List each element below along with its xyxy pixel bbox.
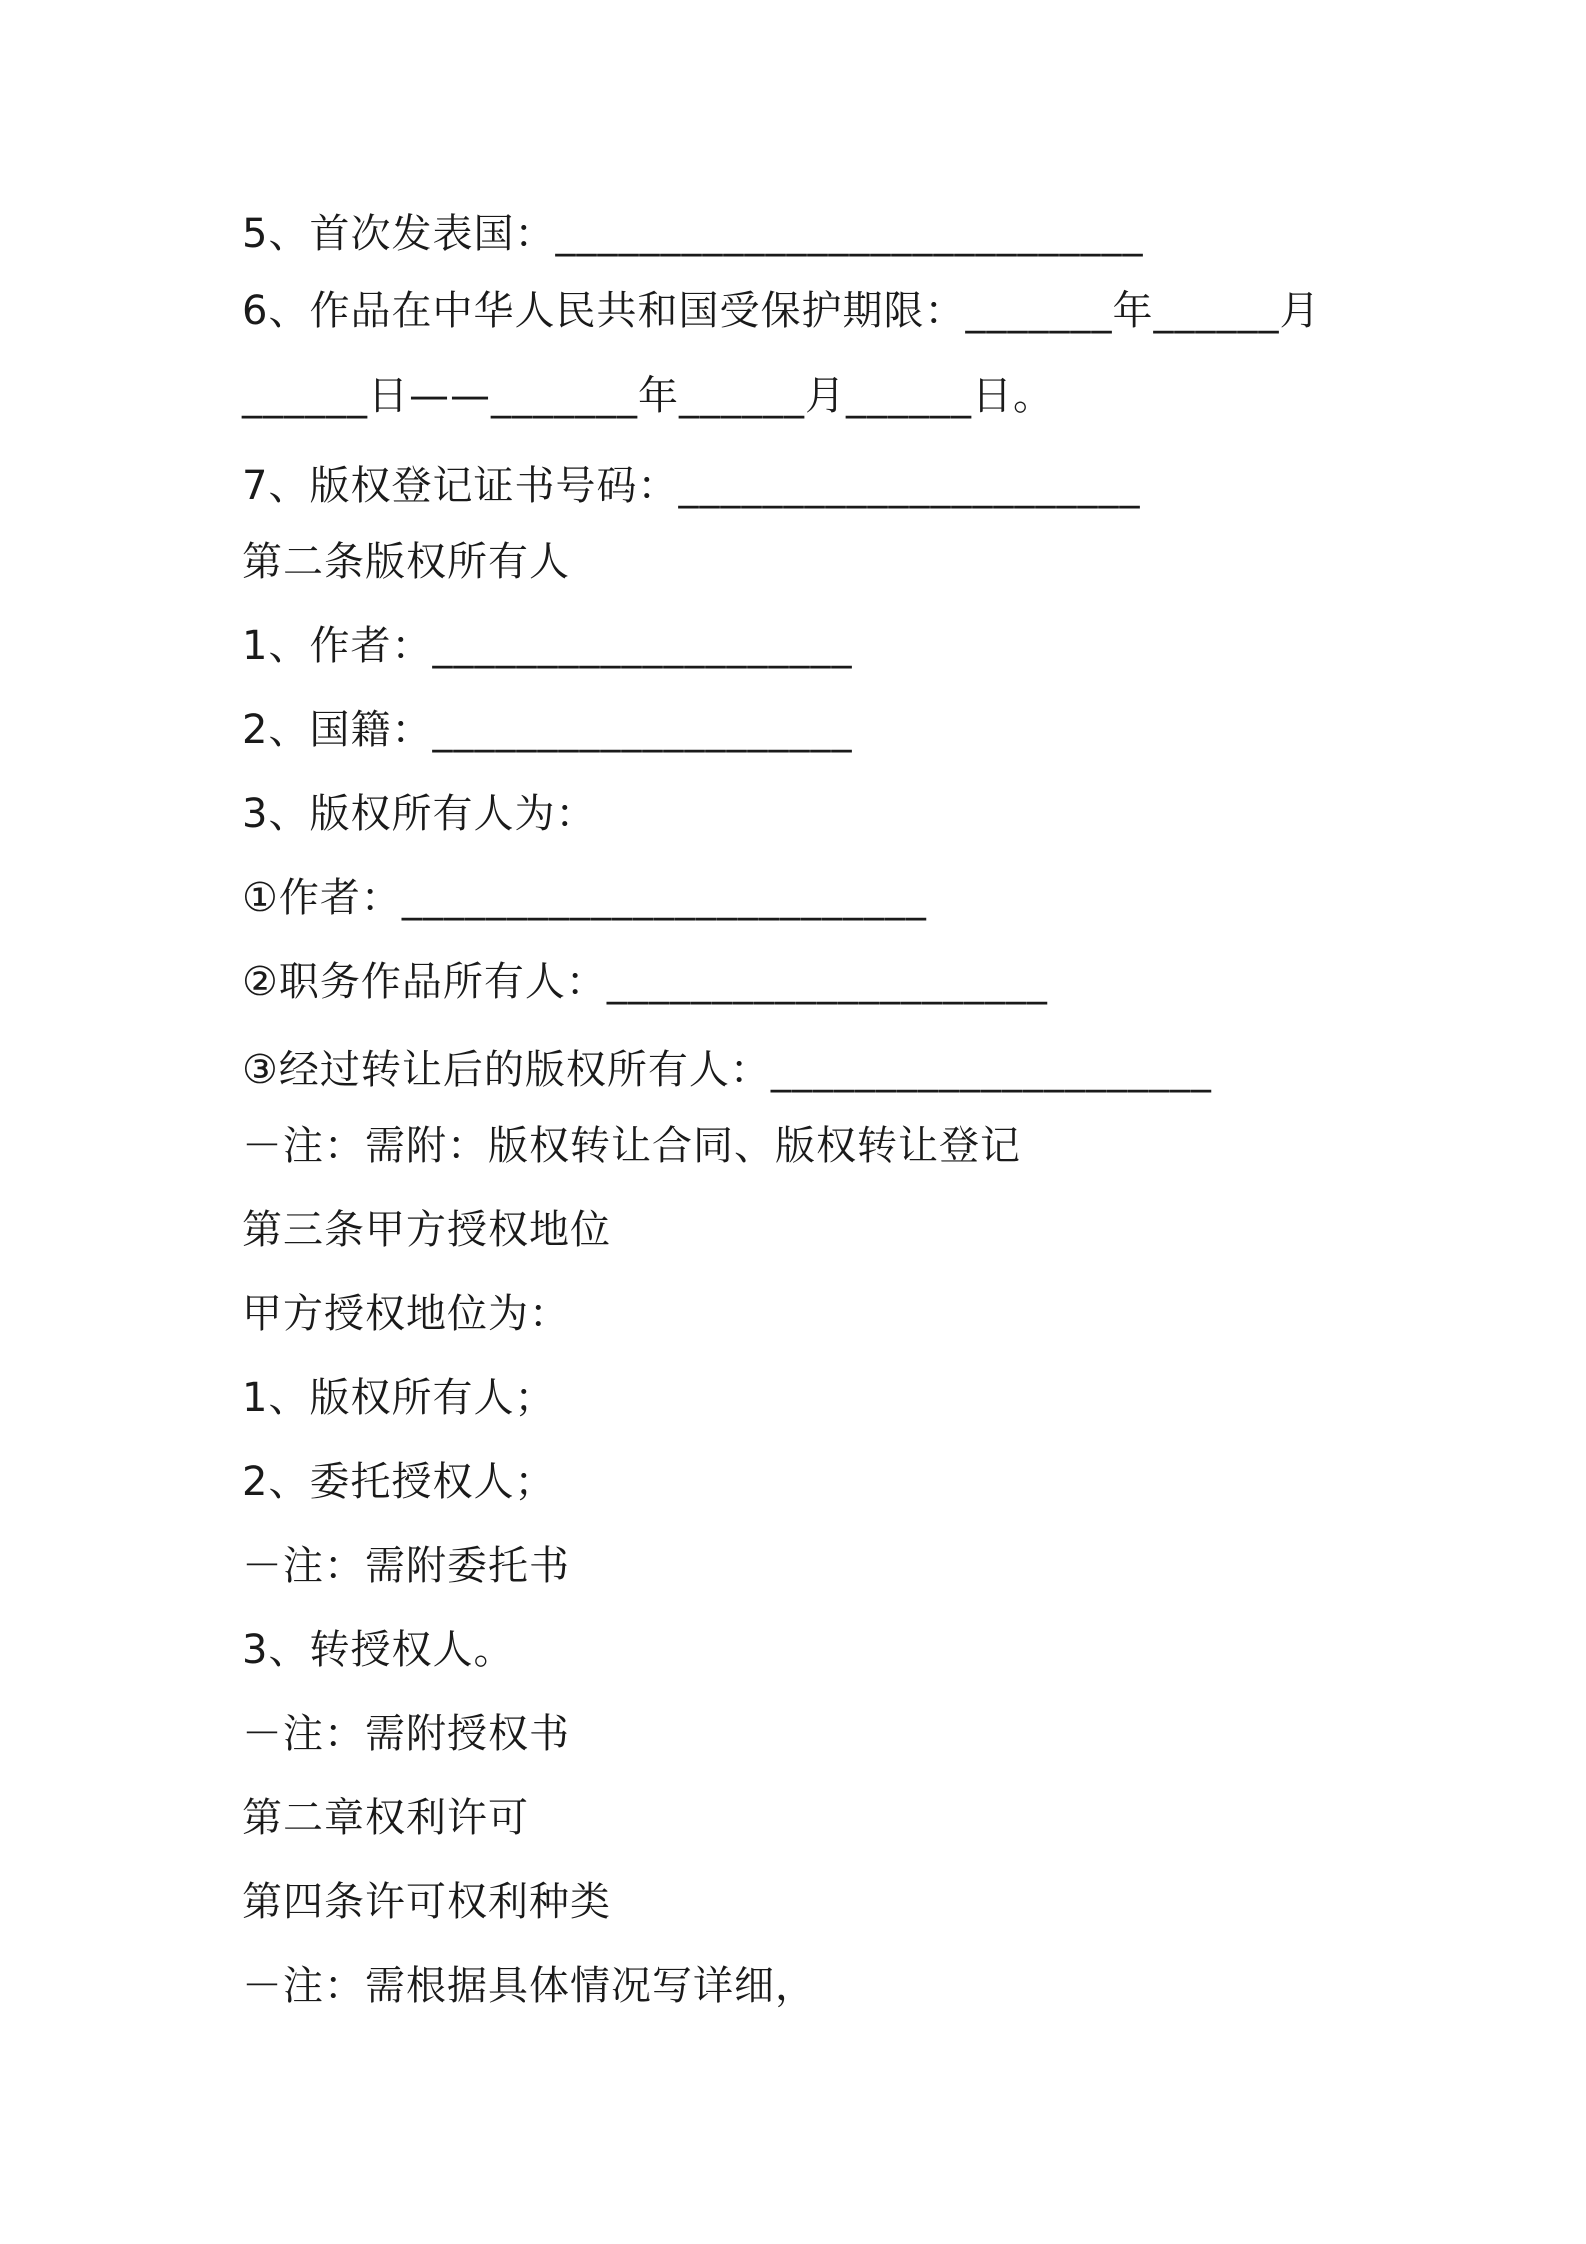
- heading-article-three: 第三条甲方授权地位: [242, 1207, 611, 1253]
- subitem-author: ①作者：_________________________: [242, 875, 927, 921]
- item-nationality: 2、国籍：____________________: [242, 707, 853, 753]
- item-author: 1、作者：____________________: [242, 623, 853, 669]
- text-authorization-status: 甲方授权地位为：: [242, 1291, 570, 1337]
- item-first-publication-country: 5、首次发表国：____________________________: [242, 211, 1144, 257]
- item-protection-period-continued: ______日——_______年______月______日。: [242, 373, 1054, 419]
- heading-article-four: 第四条许可权利种类: [242, 1879, 611, 1925]
- note-transfer-documents: －注：需附：版权转让合同、版权转让登记: [242, 1123, 1021, 1169]
- heading-chapter-two: 第二章权利许可: [242, 1795, 529, 1841]
- item-copyright-holder: 1、版权所有人；: [242, 1375, 556, 1421]
- subitem-transferred-owner: ③经过转让后的版权所有人：_____________________: [242, 1047, 1212, 1093]
- item-copyright-owner: 3、版权所有人为：: [242, 791, 597, 837]
- note-authorization-letter: －注：需附授权书: [242, 1711, 570, 1757]
- item-copyright-certificate-number: 7、版权登记证书号码：______________________: [242, 463, 1141, 509]
- heading-article-two: 第二条版权所有人: [242, 539, 570, 585]
- item-sublicensor: 3、转授权人。: [242, 1627, 515, 1673]
- subitem-work-for-hire-owner: ②职务作品所有人：_____________________: [242, 959, 1048, 1005]
- note-specify-details: －注：需根据具体情况写详细，: [242, 1963, 816, 2009]
- item-protection-period: 6、作品在中华人民共和国受保护期限：_______年______月: [242, 288, 1321, 334]
- item-entrusted-licensor: 2、委托授权人；: [242, 1459, 556, 1505]
- note-power-of-attorney: －注：需附委托书: [242, 1543, 570, 1589]
